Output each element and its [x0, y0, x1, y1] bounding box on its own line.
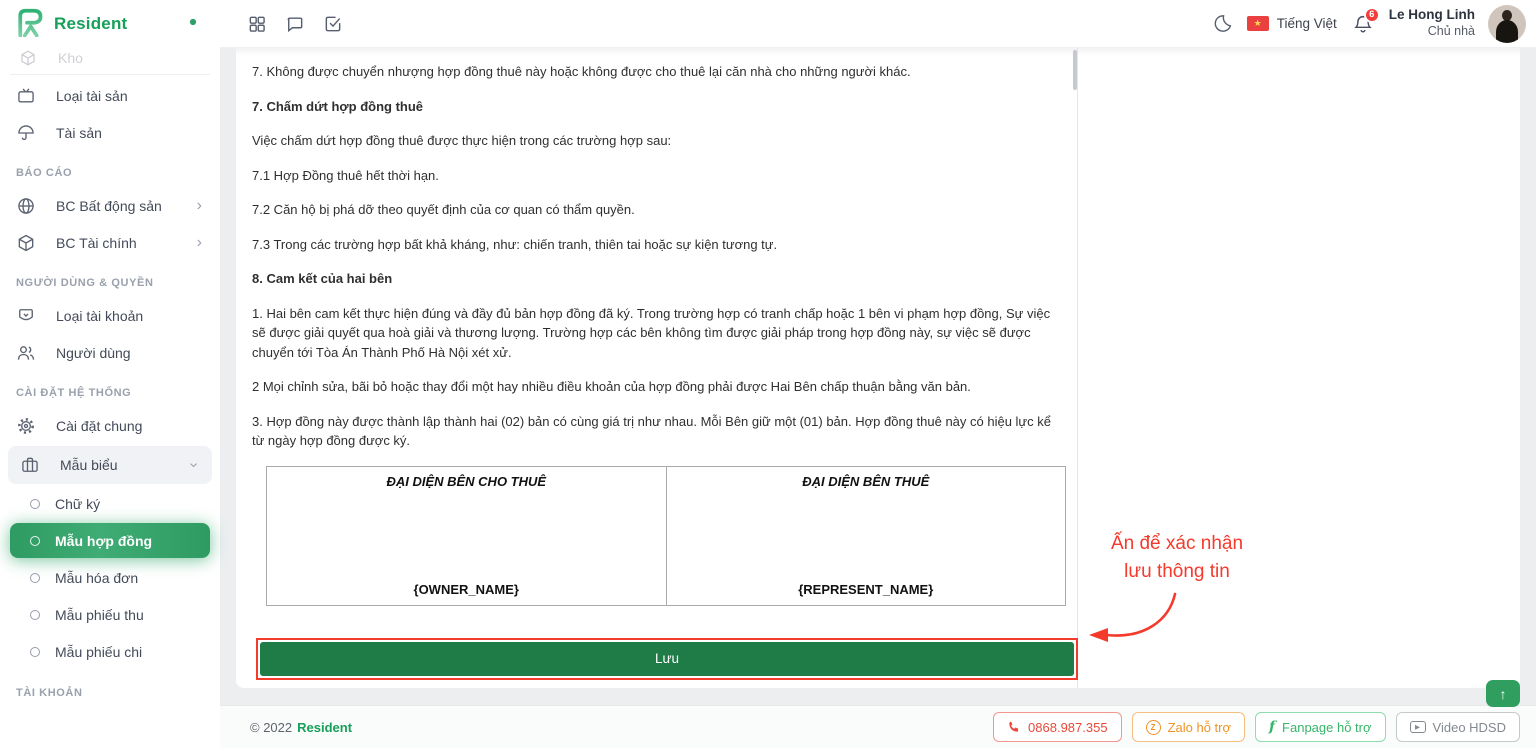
contract-paragraph: 7.2 Căn hộ bị phá dỡ theo quyết định của cơ quan có thẩm quyền.	[252, 202, 635, 217]
chevron-right-icon: ›	[196, 233, 202, 251]
signature-header-lessee: ĐẠI DIỆN BÊN THUÊ	[802, 473, 930, 489]
arrow-up-icon: ↑	[1499, 685, 1507, 702]
sidebar-item-bc-tai-chinh[interactable]: BC Tài chính ›	[0, 224, 220, 261]
users-icon	[16, 343, 36, 363]
sidebar-subitem-mau-phieu-chi[interactable]: Mẫu phiếu chi	[10, 634, 210, 669]
sidebar-item-loai-tai-san[interactable]: Loại tài sản	[0, 77, 220, 114]
task-check-icon[interactable]	[322, 13, 344, 35]
briefcase-icon	[20, 455, 40, 475]
topbar	[220, 0, 1536, 48]
language-selector[interactable]	[1247, 16, 1337, 31]
section-tai-khoan: TÀI KHOẢN	[16, 687, 83, 699]
umbrella-icon	[16, 123, 36, 143]
avatar[interactable]	[1488, 5, 1526, 43]
section-nguoi-dung-quyen: NGƯỜI DÙNG & QUYỀN	[16, 277, 154, 289]
radio-bullet-icon	[30, 536, 40, 546]
contract-heading: 7. Chấm dứt hợp đồng thuê	[252, 98, 424, 114]
footer-brand-link[interactable]: Resident	[297, 719, 353, 735]
contract-paragraph: 7.3 Trong các trường hợp bất khả kháng, như: chiến tranh, thiên tai hoặc sự kiện tương tự.	[252, 236, 778, 252]
chevron-down-icon: ›	[185, 462, 203, 468]
globe-icon	[16, 196, 36, 216]
sidebar-item-mau-bieu[interactable]: Mẫu biểu ›	[8, 446, 212, 484]
save-button-highlight	[256, 638, 1078, 680]
notifications-bell-icon[interactable]	[1350, 11, 1376, 37]
scroll-to-top-button[interactable]	[1486, 680, 1520, 707]
contract-paragraph: Việc chấm dứt hợp đồng thuê được thực hiện trong các trường hợp sau:	[252, 133, 672, 148]
sidebar-item-nguoi-dung[interactable]: Người dùng	[0, 334, 220, 371]
section-bao-cao: BÁO CÁO	[16, 167, 73, 179]
contract-heading: 8. Cam kết của hai bên	[252, 271, 393, 286]
language-label: Tiếng Việt	[1276, 16, 1337, 31]
dark-mode-moon-icon[interactable]	[1212, 13, 1234, 35]
phone-icon	[1007, 720, 1021, 734]
signature-header-lessor: ĐẠI DIỆN BÊN CHO THUÊ	[386, 473, 547, 489]
signature-cell-lessor	[267, 467, 666, 605]
sidebar-subitem-mau-phieu-thu[interactable]: Mẫu phiếu thu	[10, 597, 210, 632]
radio-bullet-icon	[30, 610, 40, 620]
video-guide-button[interactable]: ▶ Video HDSD	[1396, 712, 1520, 742]
sidebar-subitem-chu-ky[interactable]: Chữ ký	[10, 486, 210, 521]
document-scrollbar[interactable]	[1073, 50, 1077, 90]
annotation-line-1: Ấn để xác nhận	[1110, 533, 1244, 554]
chat-icon[interactable]	[284, 13, 306, 35]
collapse-sidebar-icon[interactable]	[182, 11, 204, 38]
logo-row	[0, 0, 220, 48]
owner-name-placeholder: {OWNER_NAME}	[413, 581, 519, 597]
sidebar-item-bc-bat-dong-san[interactable]: BC Bất động sản ›	[0, 187, 220, 224]
user-name: Le Hong Linh	[1388, 7, 1475, 23]
section-cai-dat-he-thong: CÀI ĐẶT HỆ THỐNG	[16, 387, 132, 399]
contract-paragraph: 2 Mọi chỉnh sửa, bãi bỏ hoặc thay đổi một hay nhiều điều khoản của hợp đồng phải được Hai Bên chấp thuận bằng văn bản.	[252, 379, 971, 394]
radio-bullet-icon	[30, 647, 40, 657]
notification-badge: 6	[1364, 7, 1380, 23]
gear-icon	[16, 416, 36, 436]
contract-paragraph: 7. Không được chuyển nhượng hợp đồng thuê này hoặc không được cho thuê lại căn nhà cho những người khác.	[252, 64, 911, 79]
zalo-icon: Z	[1146, 720, 1161, 735]
sidebar	[0, 0, 220, 748]
contract-template-card	[236, 48, 1520, 688]
apps-grid-icon[interactable]	[246, 13, 268, 35]
hotline-number: 0868.987.355	[1028, 719, 1108, 735]
brand-name: Resident	[54, 14, 128, 33]
footer	[220, 706, 1536, 748]
resident-logo-icon	[14, 7, 46, 42]
user-role: Chủ nhà	[1427, 24, 1475, 39]
video-play-icon: ▶	[1410, 721, 1426, 733]
user-menu[interactable]	[1389, 7, 1475, 40]
hotline-button[interactable]	[993, 712, 1122, 742]
chevron-right-icon: ›	[196, 196, 202, 214]
cube-icon	[16, 233, 36, 253]
zalo-support-button[interactable]: Z Zalo hỗ trợ	[1132, 712, 1245, 742]
represent-name-placeholder: {REPRESENT_NAME}	[798, 581, 934, 597]
divider	[10, 74, 210, 75]
annotation-arrow-icon	[1082, 588, 1194, 658]
signature-cell-lessee	[666, 467, 1066, 605]
fanpage-support-button[interactable]: f Fanpage hỗ trợ	[1255, 712, 1386, 742]
signature-table	[266, 466, 1066, 606]
box-icon	[18, 48, 38, 68]
sidebar-subitem-mau-hop-dong[interactable]: Mẫu hợp đồng	[10, 523, 210, 558]
sidebar-item-cai-dat-chung[interactable]: Cài đặt chung	[0, 407, 220, 444]
contract-paragraph: 7.1 Hợp Đồng thuê hết thời hạn.	[252, 167, 439, 183]
facebook-icon: f	[1269, 719, 1276, 735]
badge-pocket-icon	[16, 306, 36, 326]
sidebar-subitem-mau-hoa-don[interactable]: Mẫu hóa đơn	[10, 560, 210, 595]
contract-preview	[236, 48, 1078, 688]
sidebar-item-tai-san[interactable]: Tài sản	[0, 114, 220, 151]
sidebar-item-loai-tai-khoan[interactable]: Loại tài khoản	[0, 297, 220, 334]
tutorial-annotation	[1084, 530, 1270, 585]
radio-bullet-icon	[30, 499, 40, 509]
radio-bullet-icon	[30, 573, 40, 583]
save-button[interactable]: Lưu	[260, 642, 1074, 676]
sidebar-item-kho[interactable]: Kho	[0, 48, 220, 68]
vietnam-flag-icon: ★	[1247, 16, 1269, 31]
tv-icon	[16, 86, 36, 106]
contract-paragraph: 1. Hai bên cam kết thực hiện đúng và đầy đủ bản hợp đồng đã ký. Trong trường hợp có tranh chấp hoặc 1 bên vi phạm hợp đồng, Sự việc sẽ được giải quyết qua hoà giải và thương lượng. Trường hợp các bên không tìm được giải pháp trong hợp đồng này, sự việc sẽ được chuyển tới Tòa Án Thành Phố Hà Nội xét xử.	[252, 305, 1051, 360]
contract-paragraph: 3. Hợp đồng này được thành lập thành hai (02) bản có cùng giá trị như nhau. Mỗi Bên giữ một (01) bản. Hợp đồng thuê này có hiệu lực kể từ ngày hợp đồng được ký.	[252, 413, 1051, 448]
annotation-line-2: lưu thông tin	[1124, 560, 1230, 582]
copyright-text: © 2022	[250, 719, 293, 735]
